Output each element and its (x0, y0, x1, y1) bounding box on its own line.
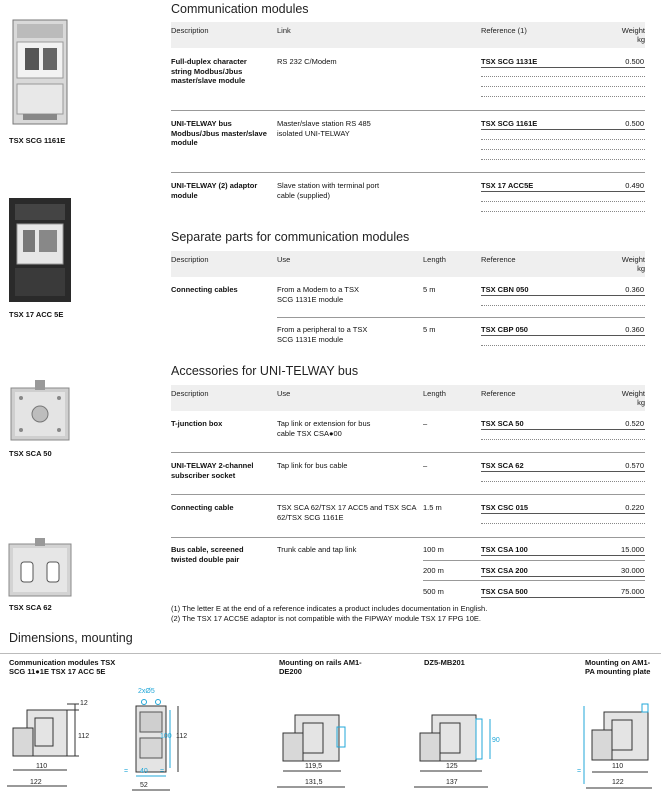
row-reference: TSX SCA 62 (481, 461, 524, 470)
section-title-dimensions: Dimensions, mounting (9, 631, 133, 645)
product-photo-tsx-scg-1161e (5, 14, 75, 132)
dim-value: 12 (80, 700, 88, 707)
row-reference: TSX CBP 050 (481, 325, 528, 334)
dim-value: 122 (612, 779, 624, 786)
header-description: Description (171, 26, 209, 35)
row-weight: 0.520 (625, 419, 644, 428)
row-length: 100 m (423, 545, 444, 554)
caption-tsx-17-acc-5e: TSX 17 ACC 5E (9, 310, 64, 319)
dim-value: 122 (30, 779, 42, 786)
row-use: TSX SCA 62/TSX 17 ACC5 and TSX SCA 62/TSX SCG 1161E (277, 503, 417, 522)
dim-value: 40 (140, 768, 148, 775)
row-link: RS 232 C/Modem (277, 57, 337, 66)
dim-value: = (124, 768, 129, 775)
row-description: Full-duplex character string Modbus/Jbus master/slave module (171, 57, 247, 85)
dim-value: 100 (160, 733, 172, 740)
row-weight: 0.220 (625, 503, 644, 512)
header-reference: Reference (1) (481, 26, 527, 35)
row-description: T-junction box (171, 419, 223, 428)
dim-value: 110 (36, 763, 48, 770)
dim-value: 112 (78, 733, 90, 740)
row-weight: 15.000 (621, 545, 644, 554)
row-link: Slave station with terminal port cable (supplied) (277, 181, 380, 200)
row-reference: TSX CSA 500 (481, 587, 528, 596)
row-reference: TSX CSA 100 (481, 545, 528, 554)
header-weight-unit: kg (637, 264, 645, 273)
header-weight: Weight (621, 26, 645, 35)
dimension-drawing-side-view (5, 698, 105, 798)
row-weight: 0.360 (625, 325, 644, 334)
row-reference: TSX 17 ACC5E (481, 181, 534, 190)
caption-tsx-scg-1161e: TSX SCG 1161E (9, 136, 66, 145)
row-description: UNI-TELWAY bus Modbus/Jbus master/slave module (171, 119, 267, 147)
row-use: From a Modem to a TSX SCG 1131E module (277, 285, 359, 304)
row-description: UNI-TELWAY 2-channel subscriber socket (171, 461, 254, 480)
row-description: Connecting cable (171, 503, 234, 512)
product-photo-tsx-sca-62 (5, 536, 75, 600)
header-description: Description (171, 255, 209, 264)
dim-value: 131,5 (305, 779, 323, 786)
row-length: 200 m (423, 566, 444, 575)
dim-header-comm-modules: Communication modules TSX SCG 11●1E TSX 17 ACC 5E (9, 658, 116, 676)
dim-value: = (577, 768, 582, 775)
product-photo-tsx-17-acc-5e (5, 196, 75, 306)
row-weight: 30.000 (621, 566, 644, 575)
table-header-parts (171, 251, 645, 277)
header-reference: Reference (481, 389, 516, 398)
table-header-accessories (171, 385, 645, 411)
footnote: (2) The TSX 17 ACC5E adaptor is not compatible with the FIPWAY module TSX 17 FPG 10E. (171, 614, 482, 623)
dim-value: 2xØ5 (138, 688, 155, 695)
caption-tsx-sca-50: TSX SCA 50 (9, 449, 52, 458)
dim-value: 90 (492, 737, 500, 744)
row-weight: 0.500 (625, 57, 644, 66)
dimension-drawing-dz5 (410, 705, 510, 795)
row-reference: TSX CSA 200 (481, 566, 528, 575)
row-length: – (423, 461, 428, 470)
dim-header-plate: Mounting on AM1-PA mounting plate (585, 658, 651, 676)
section-title-accessories: Accessories for UNI-TELWAY bus (171, 364, 359, 378)
section-title-communication-modules: Communication modules (171, 2, 309, 16)
header-reference: Reference (481, 255, 516, 264)
row-length: 5 m (423, 325, 436, 334)
row-reference: TSX CBN 050 (481, 285, 529, 294)
dim-header-rails: Mounting on rails AM1-DE200 (279, 658, 362, 676)
header-length: Length (423, 255, 446, 264)
section-title-separate-parts: Separate parts for communication modules (171, 230, 410, 244)
row-reference: TSX SCA 50 (481, 419, 524, 428)
caption-tsx-sca-62: TSX SCA 62 (9, 603, 52, 612)
dimension-drawing-front-view (120, 690, 195, 798)
dim-value: 125 (446, 763, 458, 770)
row-reference: TSX SCG 1161E (481, 119, 538, 128)
header-weight: Weight (621, 389, 645, 398)
row-weight: 0.570 (625, 461, 644, 470)
row-weight: 0.490 (625, 181, 644, 190)
dim-value: = (160, 768, 165, 775)
table-header-communication (171, 22, 645, 48)
row-weight: 0.360 (625, 285, 644, 294)
dim-header-dz5: DZ5-MB201 (424, 658, 465, 667)
row-length: 500 m (423, 587, 444, 596)
header-use: Use (277, 389, 291, 398)
row-link: Master/slave station RS 485 isolated UNI-TELWAY (277, 119, 371, 138)
row-length: 1.5 m (423, 503, 442, 512)
row-weight: 0.500 (625, 119, 644, 128)
header-use: Use (277, 255, 291, 264)
row-length: 5 m (423, 285, 436, 294)
dim-value: 112 (176, 733, 188, 740)
row-description: Bus cable, screened twisted double pair (171, 545, 244, 564)
row-reference: TSX SCG 1131E (481, 57, 538, 66)
dim-value: 119,5 (305, 763, 322, 770)
row-description: Connecting cables (171, 285, 238, 294)
product-photo-tsx-sca-50 (5, 378, 75, 446)
row-use: From a peripheral to a TSX SCG 1131E module (277, 325, 368, 344)
footnote: (1) The letter E at the end of a reference indicates a product includes documentation in English. (171, 604, 488, 613)
header-weight-unit: kg (637, 398, 645, 407)
row-use: Trunk cable and tap link (277, 545, 357, 554)
dim-value: 110 (612, 763, 624, 770)
header-weight-unit: kg (637, 35, 645, 44)
row-reference: TSX CSC 015 (481, 503, 529, 512)
dim-value: 52 (140, 782, 148, 789)
header-weight: Weight (621, 255, 645, 264)
header-description: Description (171, 389, 209, 398)
header-link: Link (277, 26, 291, 35)
header-length: Length (423, 389, 446, 398)
row-weight: 75.000 (621, 587, 644, 596)
row-description: UNI-TELWAY (2) adaptor module (171, 181, 258, 200)
dim-value: 137 (446, 779, 458, 786)
row-length: – (423, 419, 428, 428)
row-use: Tap link for bus cable (277, 461, 348, 470)
row-use: Tap link or extension for bus cable TSX CSA●00 (277, 419, 371, 438)
